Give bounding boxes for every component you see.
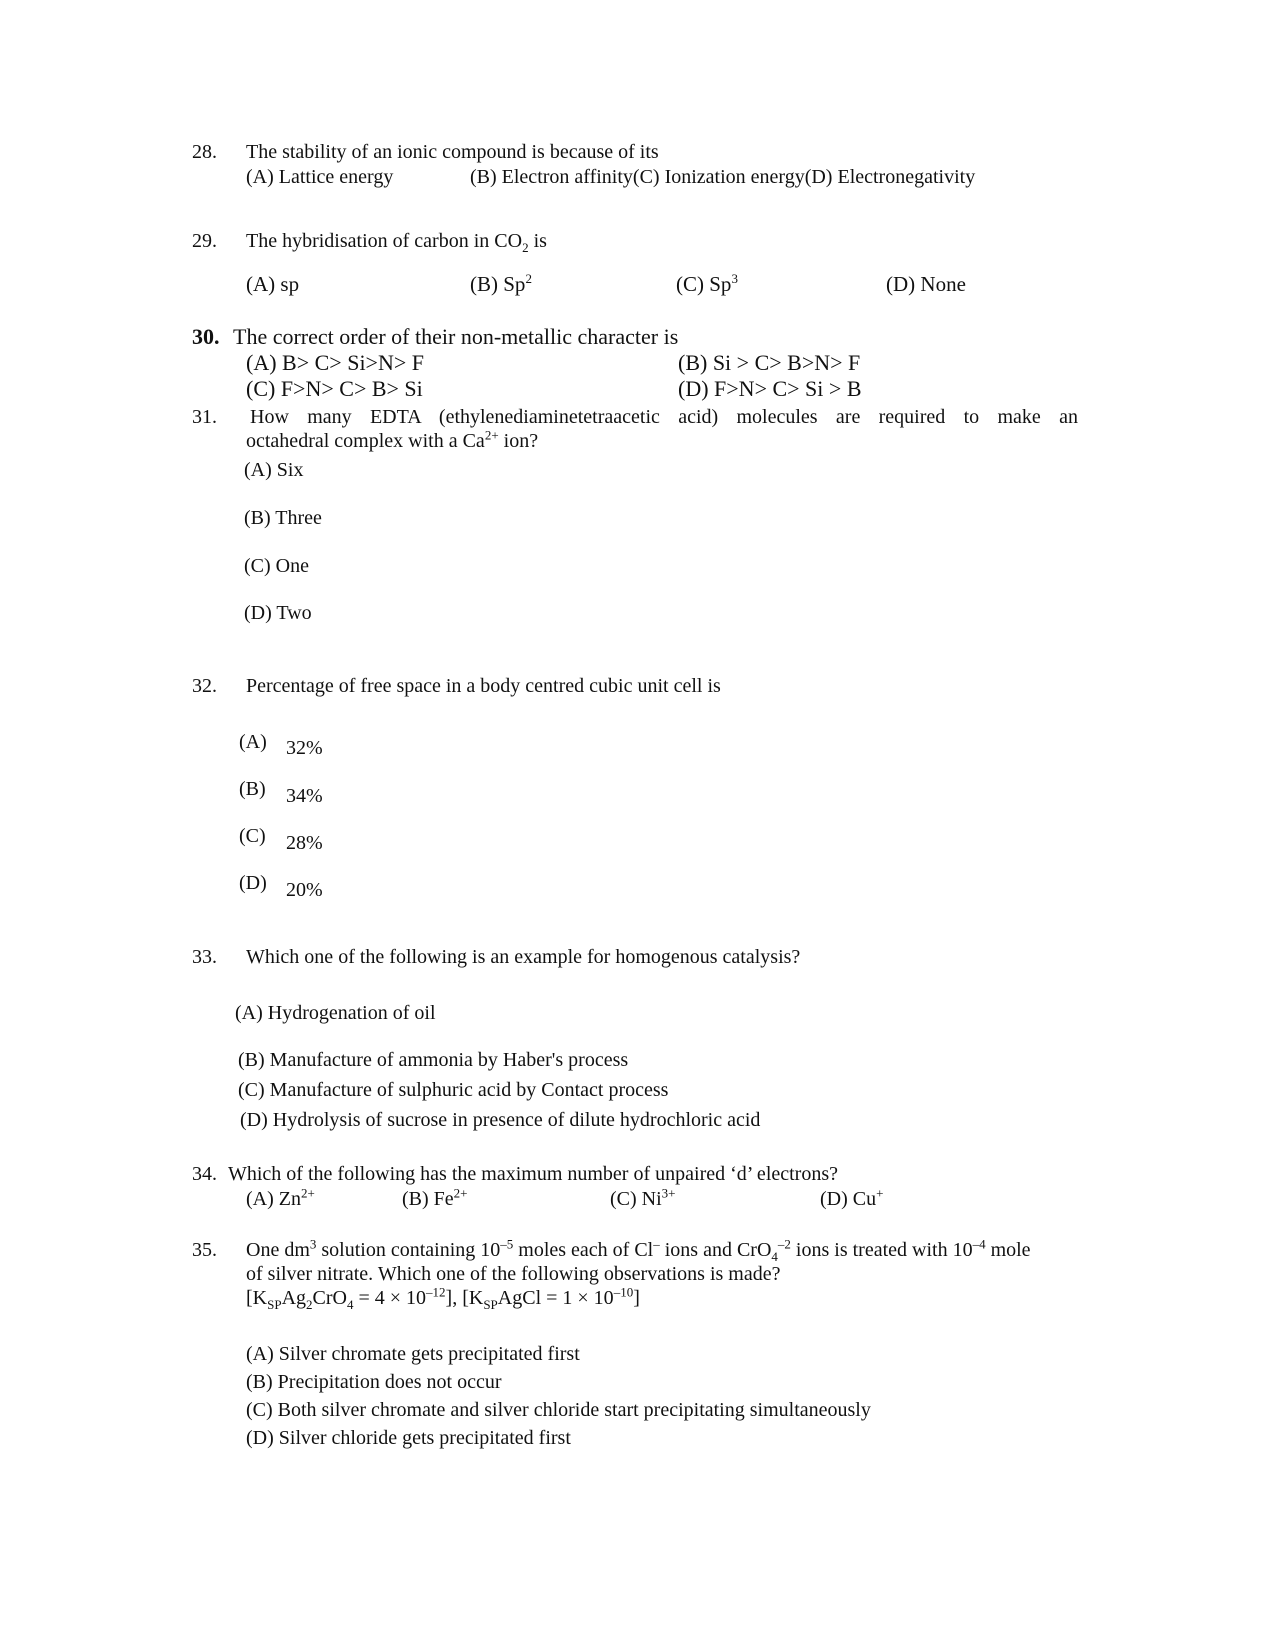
question-stem: Which of the following has the maximum number of unpaired ‘d’ electrons? (228, 1163, 838, 1185)
question-stem: The correct order of their non-metallic character is (233, 324, 679, 349)
option-b: (B) Three (244, 507, 322, 529)
option-a: (A) Silver chromate gets precipitated first (246, 1343, 580, 1365)
option-d: (D) Two (244, 602, 312, 624)
question-number: 29. (192, 230, 217, 252)
option-c: (C) $Ni^{3+}$ (610, 1185, 676, 1210)
option-d-value: 20% (286, 879, 323, 901)
question-number: 34. (192, 1163, 217, 1185)
option-b: (B) Si > C> B>N> F (678, 350, 861, 375)
option-d: (D) None (886, 272, 966, 296)
question-number: 30. (192, 324, 220, 349)
option-a: (A) Lattice energy (246, 166, 394, 188)
option-c: (C) Manufacture of sulphuric acid by Contact process (238, 1079, 669, 1101)
question-stem-line-1: One $dm^3$ solution containing $10^{-5}$ moles each of Cl– ions and CrO$_4^{-2}$ ions is treated with $10^{-4}$ mole (246, 1236, 1031, 1264)
option-d: (D) Cu+ (820, 1185, 884, 1210)
option-b: (B) Sp$^2$ (470, 271, 532, 296)
question-stem: Percentage of free space in a body centred cubic unit cell is (246, 675, 721, 697)
question-number: 28. (192, 141, 217, 163)
question-stem-line-2: octahedral complex with a $Ca^{2+}$ ion? (246, 427, 539, 452)
question-number: 32. (192, 675, 217, 697)
question-stem: The stability of an ionic compound is because of its (246, 141, 659, 163)
option-b-value: 34% (286, 785, 323, 807)
question-number: 31. (192, 406, 217, 428)
option-c-value: 28% (286, 832, 323, 854)
option-a: (A) B> C> Si>N> F (246, 350, 424, 375)
option-d-label: (D) (239, 872, 267, 894)
option-d: (D) F>N> C> Si > B (678, 376, 862, 401)
option-c: (C) F>N> C> B> Si (246, 376, 423, 401)
question-stem: Which one of the following is an example for homogenous catalysis? (246, 946, 801, 968)
option-a: (A) sp (246, 272, 300, 296)
option-b: (B) Precipitation does not occur (246, 1371, 502, 1393)
option-b: (B) $Fe^{2+}$ (402, 1185, 468, 1210)
option-a: (A) $Zn^{2+}$ (246, 1185, 315, 1210)
option-b: (B) Manufacture of ammonia by Haber's process (238, 1049, 629, 1071)
option-c: (C) Sp$^3$ (676, 271, 738, 296)
option-a: (A) Hydrogenation of oil (235, 1002, 436, 1024)
option-d: (D) Hydrolysis of sucrose in presence of dilute hydrochloric acid (240, 1109, 761, 1131)
option-c: (C) One (244, 555, 309, 577)
option-a-value: 32% (286, 737, 323, 759)
question-stem-line-2: of silver nitrate. Which one of the following observations is made? (246, 1263, 781, 1285)
question-number: 35. (192, 1239, 217, 1261)
option-d: (D) Silver chloride gets precipitated first (246, 1427, 571, 1449)
option-b-label: (B) (239, 778, 266, 800)
question-stem-line-1: How many EDTA (ethylenediaminetetraacetic acid) molecules are required to make an (250, 406, 1078, 428)
options-b-c-d: (B) Electron affinity(C) Ionization energy(D) Electronegativity (470, 166, 976, 188)
option-a: (A) Six (244, 459, 304, 481)
option-a-label: (A) (239, 731, 267, 753)
option-c: (C) Both silver chromate and silver chloride start precipitating simultaneously (246, 1399, 871, 1421)
question-number: 33. (192, 946, 217, 968)
question-stem-line-3: $[K_{SP}Ag_2CrO_4 = 4 \times 10^{-12}]$, $[K_{SP}AgCl = 1 \times 10^{-10}]$ (246, 1284, 640, 1312)
option-c-label: (C) (239, 825, 266, 847)
question-stem: The hybridisation of carbon in $CO_2$ is (246, 230, 547, 255)
